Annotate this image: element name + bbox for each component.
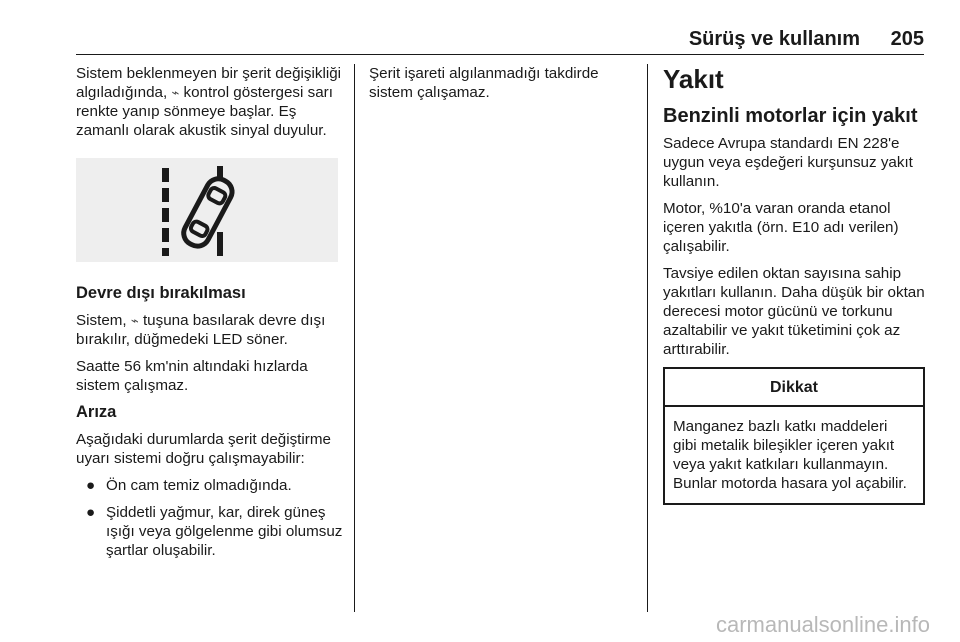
column-2 — [369, 64, 641, 110]
lane-assist-symbol-icon: ⌁ — [171, 85, 180, 100]
deactivate-paragraph — [76, 311, 348, 349]
lane-marking-paragraph: Şerit işareti algılanmadığı takdirde sistem çalışamaz. — [369, 65, 599, 101]
bullet-icon: ● — [86, 477, 96, 494]
caution-box — [663, 367, 925, 505]
heading-deactivate: Devre dışı bırakılması — [76, 284, 246, 302]
column-1 — [76, 64, 348, 568]
section-title: Yakıt — [663, 64, 724, 94]
section-subtitle: Benzinli motorlar için yakıt — [663, 105, 918, 127]
heading-fault: Arıza — [76, 403, 117, 421]
fuel-paragraph: Motor, %10'a varan oranda etanol içeren yakıtla (örn. E10 adı verilen) çalışabilir. — [663, 200, 899, 255]
list-item-text: Şiddetli yağmur, kar, direk güneş ışığı veya gölgelenme gibi olumsuz şartlar oluşabilir. — [106, 504, 343, 559]
list-item — [76, 503, 348, 560]
intro-paragraph — [76, 64, 348, 140]
fault-intro: Aşağıdaki durumlarda şerit değiştirme uyarı sistemi doğru çalışmayabilir: — [76, 431, 331, 467]
intro-text-b: kontrol göstergesi sarı renkte yanıp sönmeye başlar. Eş zamanlı olarak akustik sinyal duyulur. — [76, 84, 333, 139]
deactivate-text-b: tuşuna basılarak devre dışı bırakılır, düğmedeki LED söner. — [76, 312, 326, 348]
fuel-paragraph: Sadece Avrupa standardı EN 228'e uygun veya eşdeğeri kurşunsuz yakıt kullanın. — [663, 135, 913, 190]
bullet-icon: ● — [86, 504, 96, 521]
column-3 — [663, 64, 925, 505]
list-item-text: Ön cam temiz olmadığında. — [106, 477, 292, 494]
lane-assist-button-icon: ⌁ — [130, 313, 139, 328]
list-item — [76, 476, 348, 495]
watermark: carmanualsonline.info — [715, 612, 930, 637]
caution-title: Dikkat — [665, 369, 923, 407]
header-title: Sürüş ve kullanım — [688, 28, 860, 50]
column-divider — [354, 64, 355, 612]
caution-body: Manganez bazlı katkı maddeleri gibi metalik bileşikler içeren yakıt veya yakıt katkıları kullanmayın. Bunlar motorda hasara yol açabilir. — [673, 418, 907, 492]
page-header — [76, 28, 924, 55]
lane-departure-figure — [76, 158, 338, 262]
fuel-paragraph: Tavsiye edilen oktan sayısına sahip yakıtları kullanın. Daha düşük bir oktan derecesi motor gücünü ve torkunu azaltabilir ve yakıt tüketimini çok az arttırabilir. — [663, 265, 925, 358]
lane-departure-warning-icon — [157, 162, 257, 258]
speed-paragraph: Saatte 56 km'nin altındaki hızlarda sistem çalışmaz. — [76, 358, 308, 394]
intro-text-a: Sistem beklenmeyen bir şerit değişikliği algıladığında, — [76, 65, 342, 101]
page-number: 205 — [890, 28, 924, 50]
fault-list — [76, 476, 348, 560]
deactivate-text-a: Sistem, — [76, 312, 127, 329]
column-divider — [647, 64, 648, 612]
